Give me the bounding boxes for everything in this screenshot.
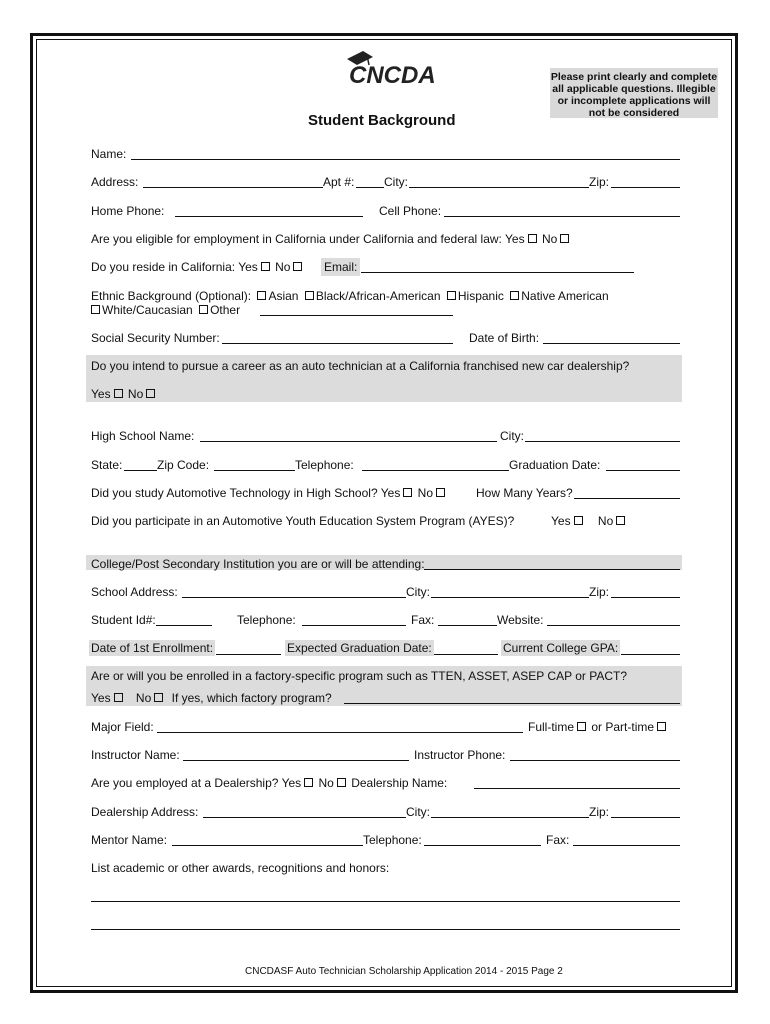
mentor-fax-field[interactable] xyxy=(573,845,680,846)
asian-checkbox[interactable] xyxy=(257,291,266,300)
home-phone-field[interactable] xyxy=(175,216,363,217)
other-label: Other xyxy=(210,303,241,317)
apt-field[interactable] xyxy=(356,187,384,188)
dealership-city-field[interactable] xyxy=(431,817,589,818)
cell-phone-field[interactable] xyxy=(444,216,680,217)
other-checkbox[interactable] xyxy=(199,305,208,314)
auto-tech-yes-label: Yes xyxy=(380,486,401,500)
dealership-no-label: No xyxy=(318,776,334,790)
eligible-question: Are you eligible for employment in California under California and federal law: xyxy=(91,232,502,246)
page-footer: CNCDASF Auto Technician Scholarship Application 2014 - 2015 Page 2 xyxy=(245,966,563,977)
dealership-address-field[interactable] xyxy=(203,817,406,818)
factory-yes-label: Yes xyxy=(91,691,111,705)
instructor-phone-field[interactable] xyxy=(510,760,680,761)
dealership-address-label: Dealership Address: xyxy=(91,805,199,819)
mentor-fax-label: Fax: xyxy=(546,833,570,847)
how-many-field[interactable] xyxy=(574,498,680,499)
hs-city-label: City: xyxy=(500,429,524,443)
hs-city-field[interactable] xyxy=(525,441,680,442)
dob-label: Date of Birth: xyxy=(469,331,540,345)
fax-field[interactable] xyxy=(438,625,497,626)
dealership-yes-label: Yes xyxy=(281,776,302,790)
reside-no-checkbox[interactable] xyxy=(293,262,302,271)
hispanic-label: Hispanic xyxy=(457,289,504,303)
native-checkbox[interactable] xyxy=(510,291,519,300)
reside-question: Do you reside in California: xyxy=(91,260,236,274)
how-many-label: How Many Years? xyxy=(476,486,573,500)
parttime-label: Part-time xyxy=(605,720,655,734)
ethnic-row xyxy=(91,289,609,303)
factory-question: Are or will you be enrolled in a factory-specific program such as TTEN, ASSET, ASEP CAP or PACT? xyxy=(91,669,628,683)
factory-program-label: If yes, which factory program? xyxy=(171,691,332,705)
other-field[interactable] xyxy=(260,315,453,316)
black-label: Black/African-American xyxy=(315,289,441,303)
reside-no-label: No xyxy=(275,260,291,274)
website-field[interactable] xyxy=(547,625,680,626)
fax-label: Fax: xyxy=(411,613,435,627)
eligible-no-label: No xyxy=(541,232,558,246)
page-title: Student Background xyxy=(308,112,456,129)
reside-yes-checkbox[interactable] xyxy=(261,262,270,271)
zip-code-label: Zip Code: xyxy=(157,458,210,472)
ssn-label: Social Security Number: xyxy=(91,331,220,345)
factory-no-label: No xyxy=(135,691,152,705)
or-label: or xyxy=(591,720,603,734)
website-label: Website: xyxy=(497,613,544,627)
white-checkbox[interactable] xyxy=(91,305,100,314)
dealership-name-field[interactable] xyxy=(474,788,680,789)
native-label: Native American xyxy=(521,289,609,303)
auto-tech-row xyxy=(91,486,447,500)
mentor-field[interactable] xyxy=(172,845,363,846)
zip-field[interactable] xyxy=(611,187,680,188)
cell-phone-label: Cell Phone: xyxy=(379,204,442,218)
zip-label: Zip: xyxy=(589,175,610,189)
logo-text: CNCDA xyxy=(349,62,436,89)
zip-code-field[interactable] xyxy=(214,470,295,471)
auto-tech-no-label: No xyxy=(417,486,434,500)
state-field[interactable] xyxy=(124,470,157,471)
school-address-field[interactable] xyxy=(182,597,406,598)
school-telephone-label: Telephone: xyxy=(237,613,296,627)
fulltime-checkbox[interactable] xyxy=(577,722,586,731)
career-no-checkbox[interactable] xyxy=(146,389,155,398)
school-zip-field[interactable] xyxy=(611,597,680,598)
reside-yes-label: Yes xyxy=(238,260,258,274)
fulltime-label: Full-time xyxy=(528,720,575,734)
career-no-label: No xyxy=(127,387,144,401)
school-telephone-field[interactable] xyxy=(302,625,406,626)
enroll-date-label: Date of 1st Enrollment: xyxy=(91,641,214,655)
dealership-row xyxy=(91,776,447,790)
hispanic-checkbox[interactable] xyxy=(447,291,456,300)
college-field[interactable] xyxy=(424,569,680,570)
address-label: Address: xyxy=(91,175,139,189)
email-field[interactable] xyxy=(361,272,634,273)
dob-field[interactable] xyxy=(543,343,680,344)
ethnic-row-2 xyxy=(88,303,240,317)
state-label: State: xyxy=(91,458,123,472)
grad-date-label: Graduation Date: xyxy=(509,458,601,472)
gpa-label: Current College GPA: xyxy=(503,641,619,655)
dealership-no-checkbox[interactable] xyxy=(337,778,346,787)
awards-label: List academic or other awards, recognitions and honors: xyxy=(91,861,390,875)
enrollment-type-row xyxy=(528,720,668,734)
college-label: College/Post Secondary Institution you are or will be attending: xyxy=(91,557,425,571)
eligible-yes-label: Yes xyxy=(505,232,525,246)
hs-name-label: High School Name: xyxy=(91,429,195,443)
awards-field-line-1[interactable] xyxy=(91,901,680,902)
ayes-question: Did you participate in an Automotive Youth Education System Program (AYES)? xyxy=(91,514,515,528)
school-address-label: School Address: xyxy=(91,585,178,599)
white-label: White/Caucasian xyxy=(102,303,193,317)
school-zip-label: Zip: xyxy=(589,585,610,599)
city-field[interactable] xyxy=(409,187,589,188)
home-phone-label: Home Phone: xyxy=(91,204,165,218)
factory-no-checkbox[interactable] xyxy=(154,693,163,702)
hs-telephone-field[interactable] xyxy=(362,470,509,471)
mentor-telephone-field[interactable] xyxy=(424,845,541,846)
instructor-phone-label: Instructor Phone: xyxy=(414,748,506,762)
ethnic-label: Ethnic Background (Optional): xyxy=(91,289,252,303)
grad-date-field[interactable] xyxy=(606,470,680,471)
auto-tech-question: Did you study Automotive Technology in High School? xyxy=(91,486,378,500)
dealership-yes-checkbox[interactable] xyxy=(304,778,313,787)
eligible-yes-checkbox[interactable] xyxy=(528,234,537,243)
major-field[interactable] xyxy=(157,732,523,733)
ayes-yes-label: Yes xyxy=(551,514,571,528)
gpa-field[interactable] xyxy=(621,654,680,655)
expected-grad-label: Expected Graduation Date: xyxy=(287,641,432,655)
parttime-checkbox[interactable] xyxy=(657,722,666,731)
asian-label: Asian xyxy=(268,289,299,303)
eligible-no-checkbox[interactable] xyxy=(560,234,569,243)
mentor-label: Mentor Name: xyxy=(91,833,168,847)
dealership-question: Are you employed at a Dealership? xyxy=(91,776,279,790)
instructor-label: Instructor Name: xyxy=(91,748,180,762)
mentor-telephone-label: Telephone: xyxy=(363,833,422,847)
notice-box: Please print clearly and complete all applicable questions. Illegible or incomplete applications will not be considered xyxy=(550,68,718,118)
factory-program-field[interactable] xyxy=(344,703,680,704)
email-label: Email: xyxy=(321,258,360,276)
student-id-label: Student Id#: xyxy=(91,613,156,627)
student-id-field[interactable] xyxy=(156,625,212,626)
ssn-field[interactable] xyxy=(222,343,453,344)
ayes-no-checkbox[interactable] xyxy=(616,516,625,525)
factory-answer-row xyxy=(91,691,332,705)
address-field[interactable] xyxy=(143,187,323,188)
ayes-answer-row xyxy=(551,514,627,528)
dealership-zip-field[interactable] xyxy=(611,817,680,818)
factory-yes-checkbox[interactable] xyxy=(114,693,123,702)
name-field[interactable] xyxy=(131,159,680,160)
reside-row xyxy=(91,260,304,274)
career-answer-row xyxy=(91,387,157,401)
auto-tech-yes-checkbox[interactable] xyxy=(403,488,412,497)
career-yes-label: Yes xyxy=(91,387,111,401)
school-city-field[interactable] xyxy=(431,597,589,598)
career-question: Do you intend to pursue a career as an auto technician at a California franchised new car dealership? xyxy=(91,359,630,373)
hs-telephone-label: Telephone: xyxy=(295,458,354,472)
name-label: Name: xyxy=(91,147,127,161)
auto-tech-no-checkbox[interactable] xyxy=(436,488,445,497)
ayes-no-label: No xyxy=(597,514,614,528)
instructor-field[interactable] xyxy=(183,760,409,761)
ayes-yes-checkbox[interactable] xyxy=(574,516,583,525)
dealership-name-label: Dealership Name: xyxy=(351,776,448,790)
awards-field-line-2[interactable] xyxy=(91,929,680,930)
apt-label: Apt #: xyxy=(323,175,355,189)
major-label: Major Field: xyxy=(91,720,154,734)
career-yes-checkbox[interactable] xyxy=(114,389,123,398)
eligible-row xyxy=(91,232,571,246)
dealership-zip-label: Zip: xyxy=(589,805,610,819)
school-city-label: City: xyxy=(406,585,430,599)
hs-name-field[interactable] xyxy=(200,441,497,442)
cncda-logo xyxy=(345,49,436,89)
dealership-city-label: City: xyxy=(406,805,430,819)
expected-grad-field[interactable] xyxy=(434,654,498,655)
black-checkbox[interactable] xyxy=(305,291,314,300)
city-label: City: xyxy=(384,175,408,189)
enroll-date-field[interactable] xyxy=(216,654,281,655)
